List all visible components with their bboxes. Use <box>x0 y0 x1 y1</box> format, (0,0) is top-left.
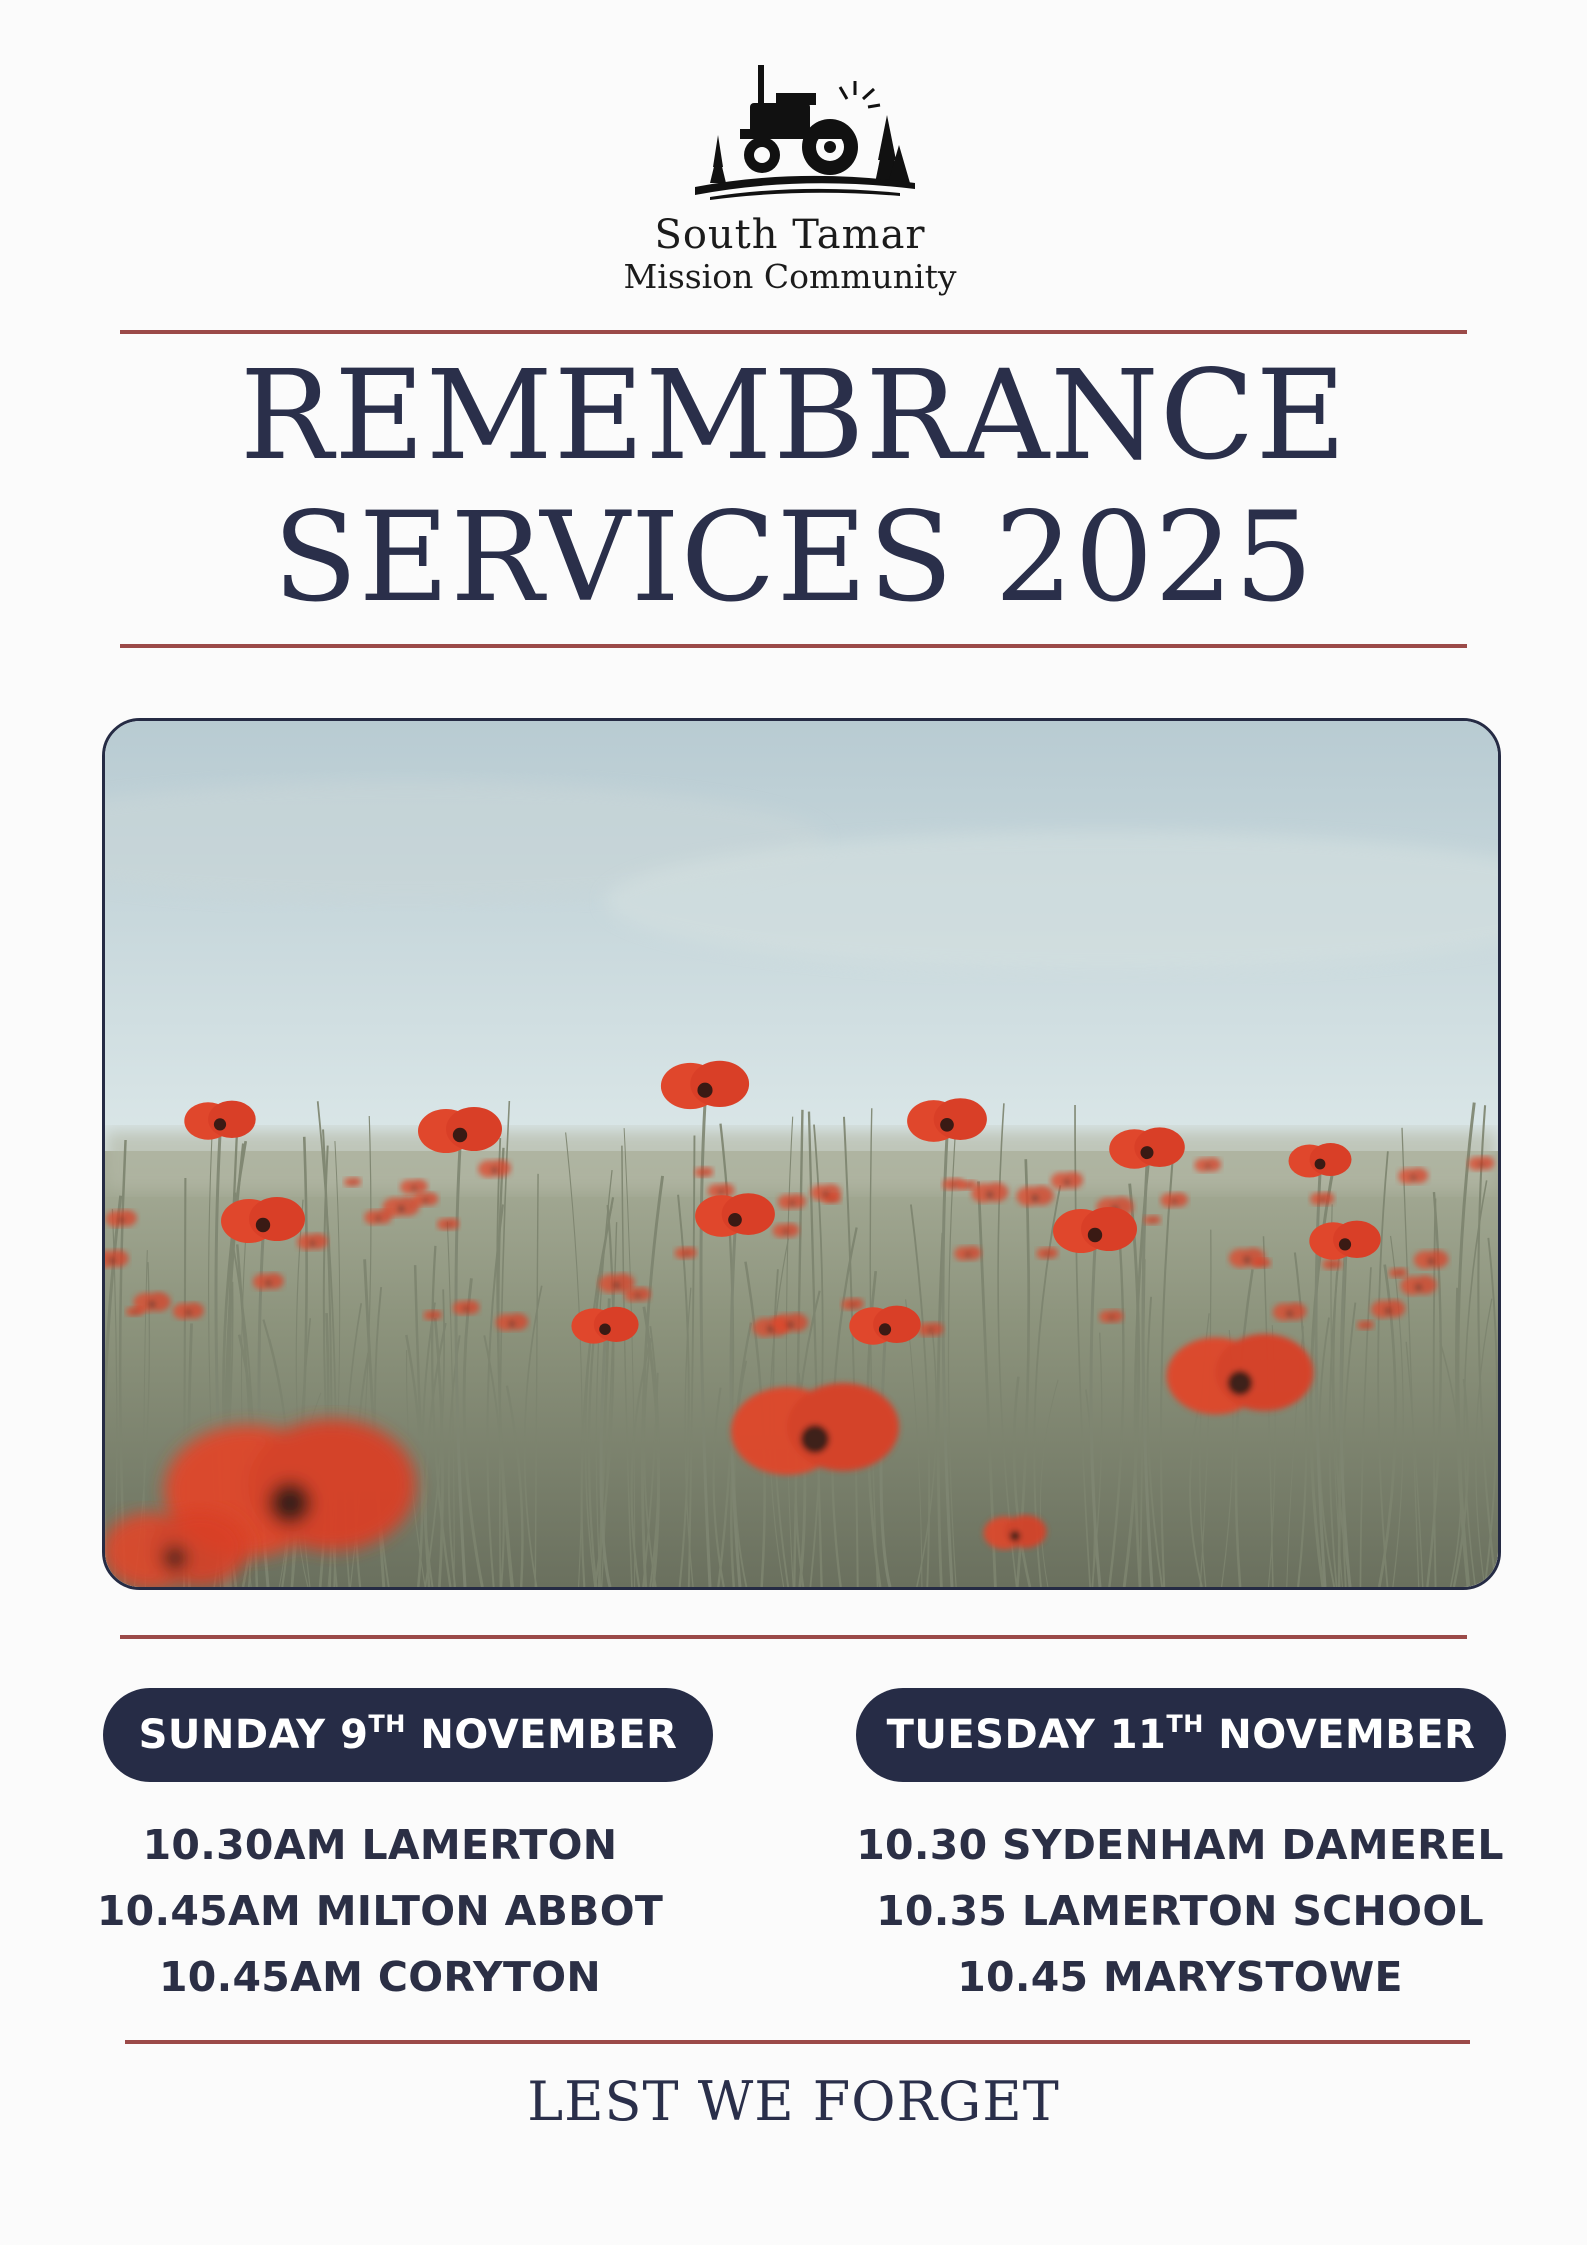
poppy-flower <box>1371 1300 1405 1319</box>
photo-divider <box>120 1635 1467 1639</box>
title-divider <box>120 644 1467 648</box>
poppy-flower <box>695 1193 775 1237</box>
poppy-flower <box>661 1061 749 1109</box>
poppy-flower <box>437 1218 459 1230</box>
poppy-flower <box>412 1192 438 1206</box>
poppy-flower <box>571 1307 638 1344</box>
poppy-flower <box>1229 1248 1265 1268</box>
title-line1: REMEMBRANCE <box>239 344 1348 488</box>
service-time: 10.30 SYDENHAM DAMEREL <box>856 1821 1504 1869</box>
poppy-flower <box>1398 1168 1428 1184</box>
sunday-service-times <box>60 1812 700 2010</box>
poppy-flower <box>1322 1259 1342 1270</box>
poppy-flower <box>918 1322 944 1336</box>
poppy-flower <box>849 1306 920 1345</box>
poppy-flower <box>400 1179 428 1194</box>
poppy-flower <box>364 1210 392 1225</box>
poppy-flower <box>453 1300 480 1315</box>
poppy-flower <box>1468 1156 1494 1170</box>
poppy-flower <box>1109 1127 1185 1168</box>
tuesday-service-times <box>830 1812 1530 2010</box>
poppy-flower <box>105 1509 249 1587</box>
poppy-flower <box>971 1182 1008 1202</box>
poppy-flower <box>1273 1302 1307 1320</box>
poppy-flower <box>253 1273 284 1290</box>
sunday-day-suffix: TH <box>368 1710 406 1738</box>
sunday-day-label: SUNDAY 9 <box>138 1712 369 1758</box>
sunday-month-label: NOVEMBER <box>420 1712 678 1758</box>
poppy-flower <box>344 1177 361 1186</box>
poppy-flower <box>418 1107 502 1153</box>
poppy-field-photo <box>102 718 1501 1590</box>
bottom-divider <box>125 2040 1470 2044</box>
poppy-flower <box>1309 1221 1380 1260</box>
poppy-flower <box>773 1313 808 1332</box>
service-time: 10.45AM MILTON ABBOT <box>96 1887 664 1935</box>
poppy-flower <box>221 1197 305 1243</box>
poppy-flower <box>731 1383 899 1475</box>
service-day-badge-tuesday <box>856 1688 1506 1782</box>
poppy-flower <box>424 1310 442 1320</box>
poppy-flower <box>1144 1215 1161 1224</box>
poppy-flower <box>478 1160 511 1178</box>
tractor-logo-icon <box>680 55 920 200</box>
page-title <box>100 345 1487 629</box>
poppy-flower <box>1400 1275 1436 1295</box>
poppy-flower <box>1099 1310 1123 1323</box>
top-divider <box>120 330 1467 334</box>
poppy-flower <box>1160 1192 1187 1207</box>
poppy-flower <box>1357 1320 1374 1329</box>
poppy-flower <box>1414 1250 1449 1269</box>
tuesday-day-suffix: TH <box>1166 1710 1204 1738</box>
poppy-flower <box>675 1247 697 1259</box>
poppy-flower <box>1194 1158 1221 1173</box>
poppy-flower <box>126 1307 144 1317</box>
poppy-flower <box>1016 1186 1053 1206</box>
poppy-flower <box>842 1298 864 1310</box>
poppy-flower <box>942 1178 964 1190</box>
poppy-flower <box>907 1098 987 1142</box>
poppy-flower <box>778 1194 806 1209</box>
poppy-flower <box>811 1184 841 1201</box>
poppy-flower <box>984 1515 1047 1550</box>
title-line2: SERVICES 2025 <box>272 486 1315 630</box>
organization-name-line1: South Tamar <box>654 212 926 258</box>
organization-name-line2: Mission Community <box>623 257 957 296</box>
poppy-flower <box>1036 1247 1058 1259</box>
poppy-flower <box>496 1313 529 1331</box>
poppy-flower <box>954 1246 981 1261</box>
poppy-flower <box>1053 1207 1137 1253</box>
organization-name <box>560 212 1020 296</box>
tuesday-day-label: TUESDAY 11 <box>886 1712 1167 1758</box>
poppy-flower <box>184 1101 255 1140</box>
poppy-flower <box>773 1223 800 1238</box>
service-time: 10.30AM LAMERTON <box>142 1821 618 1869</box>
motto: LEST WE FORGET <box>527 2070 1060 2133</box>
poppy-flower <box>105 1210 136 1227</box>
poppy-flower <box>1051 1172 1083 1190</box>
tuesday-month-label: NOVEMBER <box>1218 1712 1476 1758</box>
service-time: 10.45AM CORYTON <box>158 1953 602 2001</box>
service-time: 10.45 MARYSTOWE <box>957 1953 1403 2001</box>
poppy-flower <box>173 1302 204 1319</box>
service-time: 10.35 LAMERTON SCHOOL <box>876 1887 1484 1935</box>
poppy-flower <box>297 1233 328 1250</box>
poppy-flower <box>1310 1192 1334 1205</box>
poppy-flower <box>1389 1268 1407 1278</box>
poppy-flower <box>1167 1334 1314 1415</box>
service-day-badge-sunday <box>103 1688 713 1782</box>
poppy-flower <box>1289 1143 1352 1178</box>
poppy-flower <box>694 1167 713 1177</box>
poppy-flower <box>599 1273 635 1293</box>
